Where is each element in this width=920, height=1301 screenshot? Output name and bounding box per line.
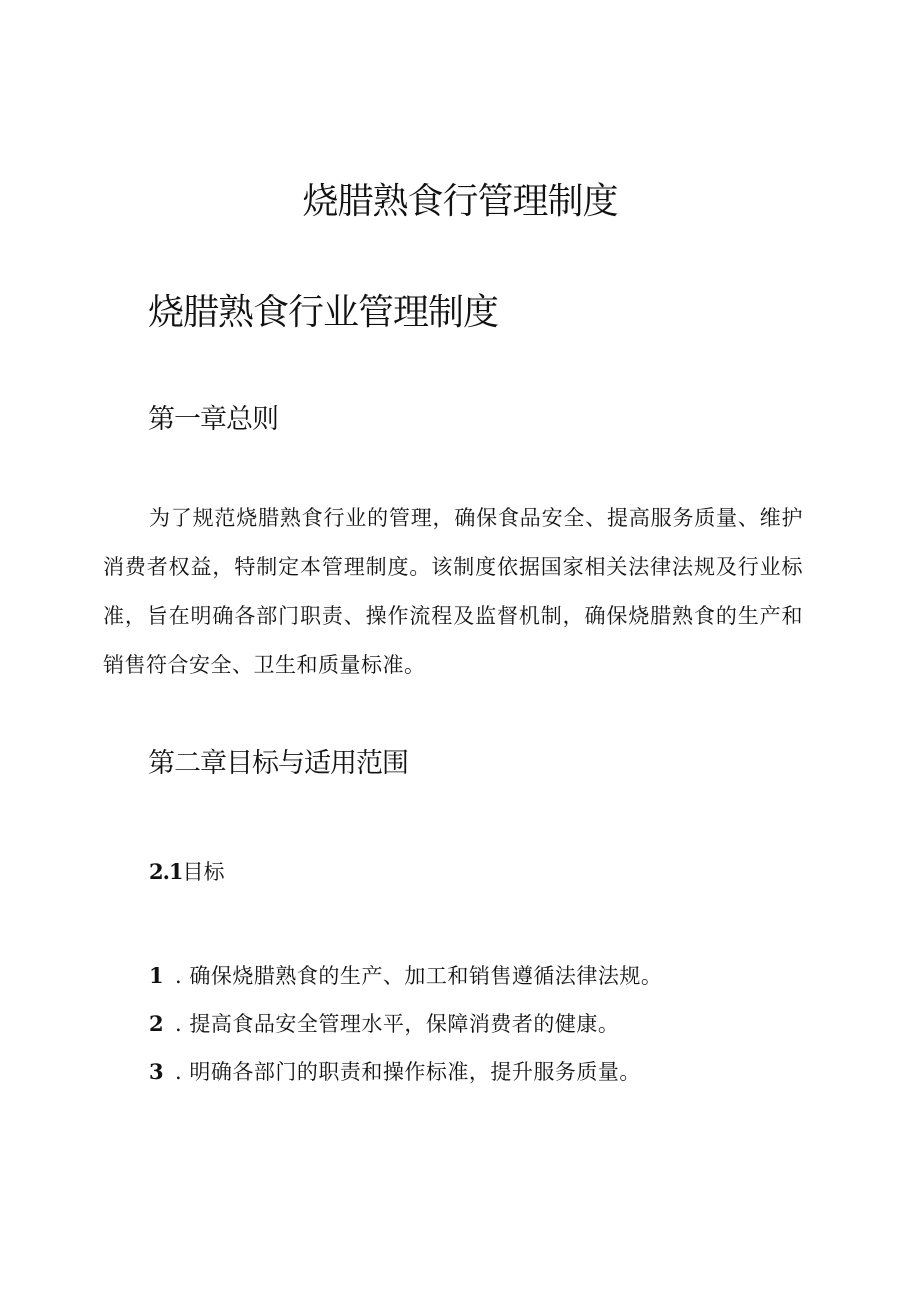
main-heading: 烧腊熟食行业管理制度 (148, 292, 499, 333)
document-title: 烧腊熟食行管理制度 (302, 181, 618, 222)
list-item (149, 1056, 662, 1104)
section-2-1-heading (149, 857, 225, 887)
chapter-1-title: 第一章总则 (148, 404, 278, 435)
chapter-1-paragraph: 为了规范烧腊熟食行业的管理，确保食品安全、提高服务质量、维护消费者权益，特制定本管理制度。该制度依据国家相关法律法规及行业标准，旨在明确各部门职责、操作流程及监督机制，确保烧腊熟食的生产和销售符合安全、卫生和质量标准。 (103, 506, 803, 677)
list-item (149, 1008, 662, 1056)
goal-list (149, 960, 662, 1104)
list-item-number: 1 (149, 963, 165, 988)
list-item-text: . 明确各部门的职责和操作标准，提升服务质量。 (175, 1060, 641, 1084)
chapter-2-title: 第二章目标与适用范围 (148, 748, 408, 779)
list-item-text: . 确保烧腊熟食的生产、加工和销售遵循法律法规。 (175, 964, 663, 988)
section-number: 2.1 (149, 859, 183, 884)
section-title: 目标 (182, 860, 225, 884)
list-item (149, 960, 662, 1008)
list-item-text: . 提高食品安全管理水平，保障消费者的健康。 (175, 1012, 620, 1036)
list-item-number: 2 (149, 1011, 165, 1036)
list-item-number: 3 (149, 1059, 165, 1084)
